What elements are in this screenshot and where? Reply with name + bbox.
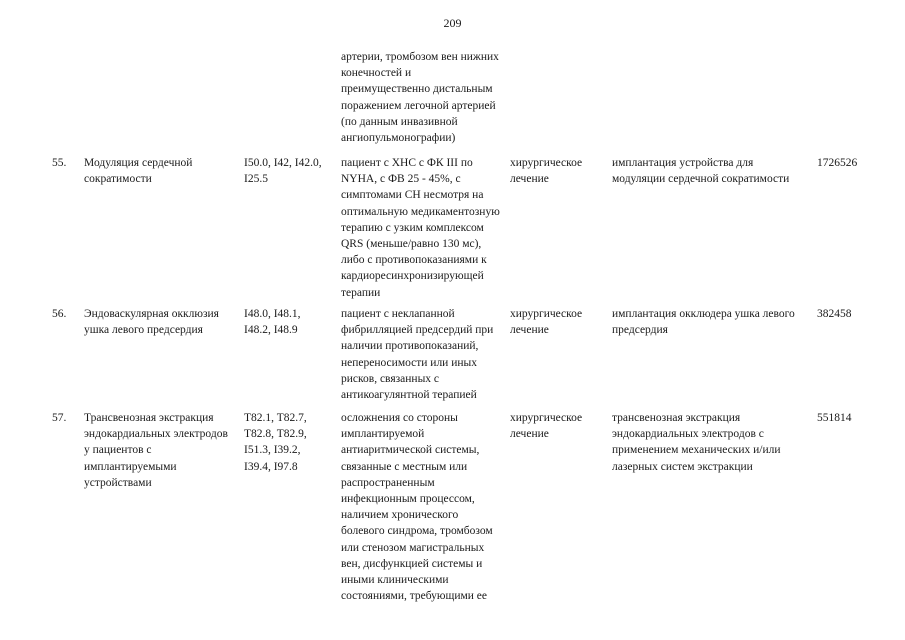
- treatment-type: хирургическое лечение: [510, 308, 583, 337]
- care-type-name: Трансвенозная экстракция эндокардиальных электродов у пациентов с имплантируемыми устройствами: [84, 412, 228, 489]
- cost-value: 1726526: [817, 157, 858, 169]
- icd-codes: T82.1, T82.7, T82.8, T82.9, I51.3, I39.2, I39.4, I97.8: [244, 412, 307, 473]
- care-type-name: Эндоваскулярная окклюзия ушка левого предсердия: [84, 308, 219, 337]
- row-number: 57.: [52, 412, 67, 424]
- page-number: 209: [443, 16, 462, 30]
- icd-codes: I48.0, I48.1, I48.2, I48.9: [244, 308, 301, 337]
- patient-model: пациент с неклапанной фибрилляцией предсердий при наличии противопоказаний, непереносимости или иных рисков, связанных с антикоагулянтной терапией: [341, 308, 494, 402]
- care-type-name: Модуляция сердечной сократимости: [84, 157, 193, 186]
- treatment-type: хирургическое лечение: [510, 412, 583, 441]
- icd-codes: I50.0, I42, I42.0, I25.5: [244, 157, 322, 186]
- treatment-type: хирургическое лечение: [510, 157, 583, 186]
- patient-model: осложнения со стороны имплантируемой антиаритмической системы, связанные с местным или распространенным инфекционным процессом, наличием хронического болевого синдрома, тромбозом или стенозом магистральных вен, дисфункцией системы и иными клиническими состояниями, требующими ее: [341, 412, 493, 603]
- treatment-method: имплантация устройства для модуляции сердечной сократимости: [612, 157, 790, 186]
- patient-model: пациент с ХНС с ФК III по NYHA, с ФВ 25 - 45%, с симптомами СН несмотря на оптимальную медикаментозную терапию с узким комплексом QRS (меньше/равно 130 мс), либо с противопоказаниями к кардиоресинхронизирующей терапии: [341, 157, 500, 299]
- treatment-method: трансвенозная экстракция эндокардиальных электродов с применением механических и/или лазерных систем экстракции: [612, 412, 781, 473]
- treatment-method: имплантация окклюдера ушка левого предсердия: [612, 308, 795, 337]
- continuation-patient-model: артерии, тромбозом вен нижних конечностей и преимущественно дистальным поражением легочной артерией (по данным инвазивной ангиопульмонографии): [341, 51, 499, 145]
- row-number: 56.: [52, 308, 67, 320]
- row-number: 55.: [52, 157, 67, 169]
- cost-value: 551814: [817, 412, 852, 424]
- cost-value: 382458: [817, 308, 852, 320]
